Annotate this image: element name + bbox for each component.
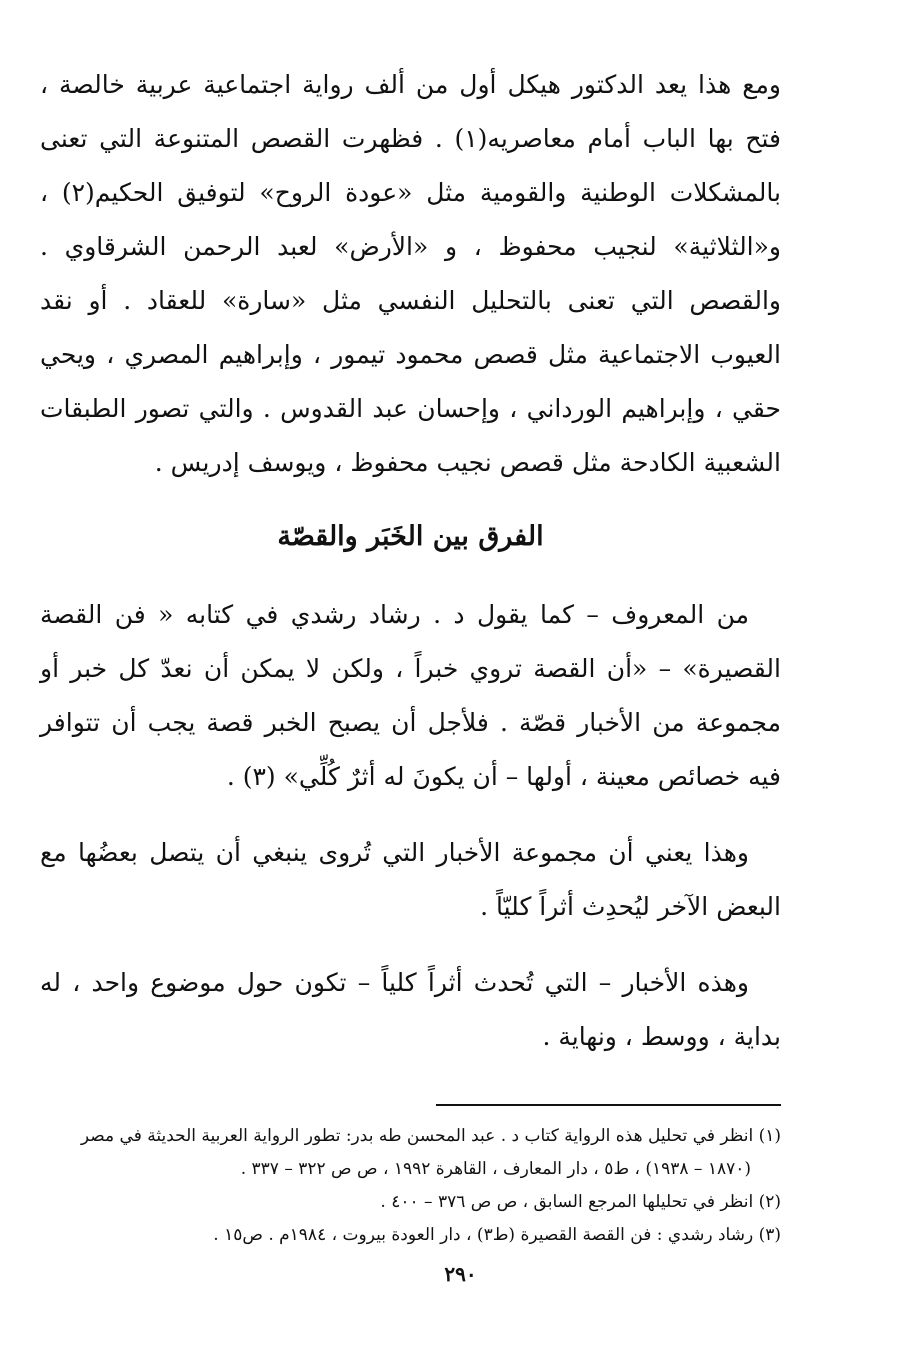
footnote-1-continued: (١٨٧٠ – ١٩٣٨) ، ط٥ ، دار المعارف ، القاهرة ١٩٩٢ ، ص ص ٣٢٢ – ٣٣٧ . — [240, 1159, 751, 1179]
paragraph-meaning: وهذا يعني أن مجموعة الأخبار التي تُروى ينبغي أن يتصل بعضُها مع البعض الآخر ليُحدِث أثراً كليّاً . — [40, 838, 781, 921]
page-number: ٢٩٠ — [444, 1262, 477, 1286]
book-page — [40, 58, 781, 1327]
footnote-divider — [436, 1104, 781, 1106]
footnote-1: (١) انظر في تحليل هذه الرواية كتاب د . عبد المحسن طه بدر: تطور الرواية العربية الحديثة في مصر — [80, 1126, 781, 1146]
section-heading: الفرق بين الخَبَر والقصّة — [277, 521, 544, 552]
paragraph-definition: من المعروف – كما يقول د . رشاد رشدي في كتابه « فن القصة القصيرة» – «أن القصة تروي خبراً ، ولكن لا يمكن أن نعدّ كل خبر أو مجموعة من الأخبار قصّة . فلأجل أن يصبح الخبر قصة يجب أن تتوافر فيه خصائص معينة ، أولها – أن يكونَ له أثرٌ كُلِّي» (٣) . — [40, 600, 781, 791]
footnote-3: (٣) رشاد رشدي : فن القصة القصيرة (ط٣) ، دار العودة بيروت ، ١٩٨٤م . ص١٥ . — [213, 1225, 781, 1245]
footnotes — [40, 1120, 781, 1252]
footnote-2: (٢) انظر في تحليلها المرجع السابق ، ص ص ٣٧٦ – ٤٠٠ . — [380, 1192, 781, 1212]
paragraph-structure: وهذه الأخبار – التي تُحدث أثراً كلياً – تكون حول موضوع واحد ، له بداية ، ووسط ، ونهاية . — [40, 968, 781, 1051]
paragraph-intro: ومع هذا يعد الدكتور هيكل أول من ألف رواية اجتماعية عربية خالصة ، فتح بها الباب أمام معاصريه(١) . فظهرت القصص المتنوعة التي تعنى بالمشكلات الوطنية والقومية مثل «عودة الروح» لتوفيق الحكيم(٢) ، و«الثلاثية» لنجيب محفوظ ، و «الأرض» لعبد الرحمن الشرقاوي . والقصص التي تعنى بالتحليل النفسي مثل «سارة» للعقاد . أو نقد العيوب الاجتماعية مثل قصص محمود تيمور ، وإبراهيم المصري ، ويحي حقي ، وإبراهيم الورداني ، وإحسان عبد القدوس . والتي تصور الطبقات الشعبية الكادحة مثل قصص نجيب محفوظ ، ويوسف إدريس . — [40, 70, 781, 477]
